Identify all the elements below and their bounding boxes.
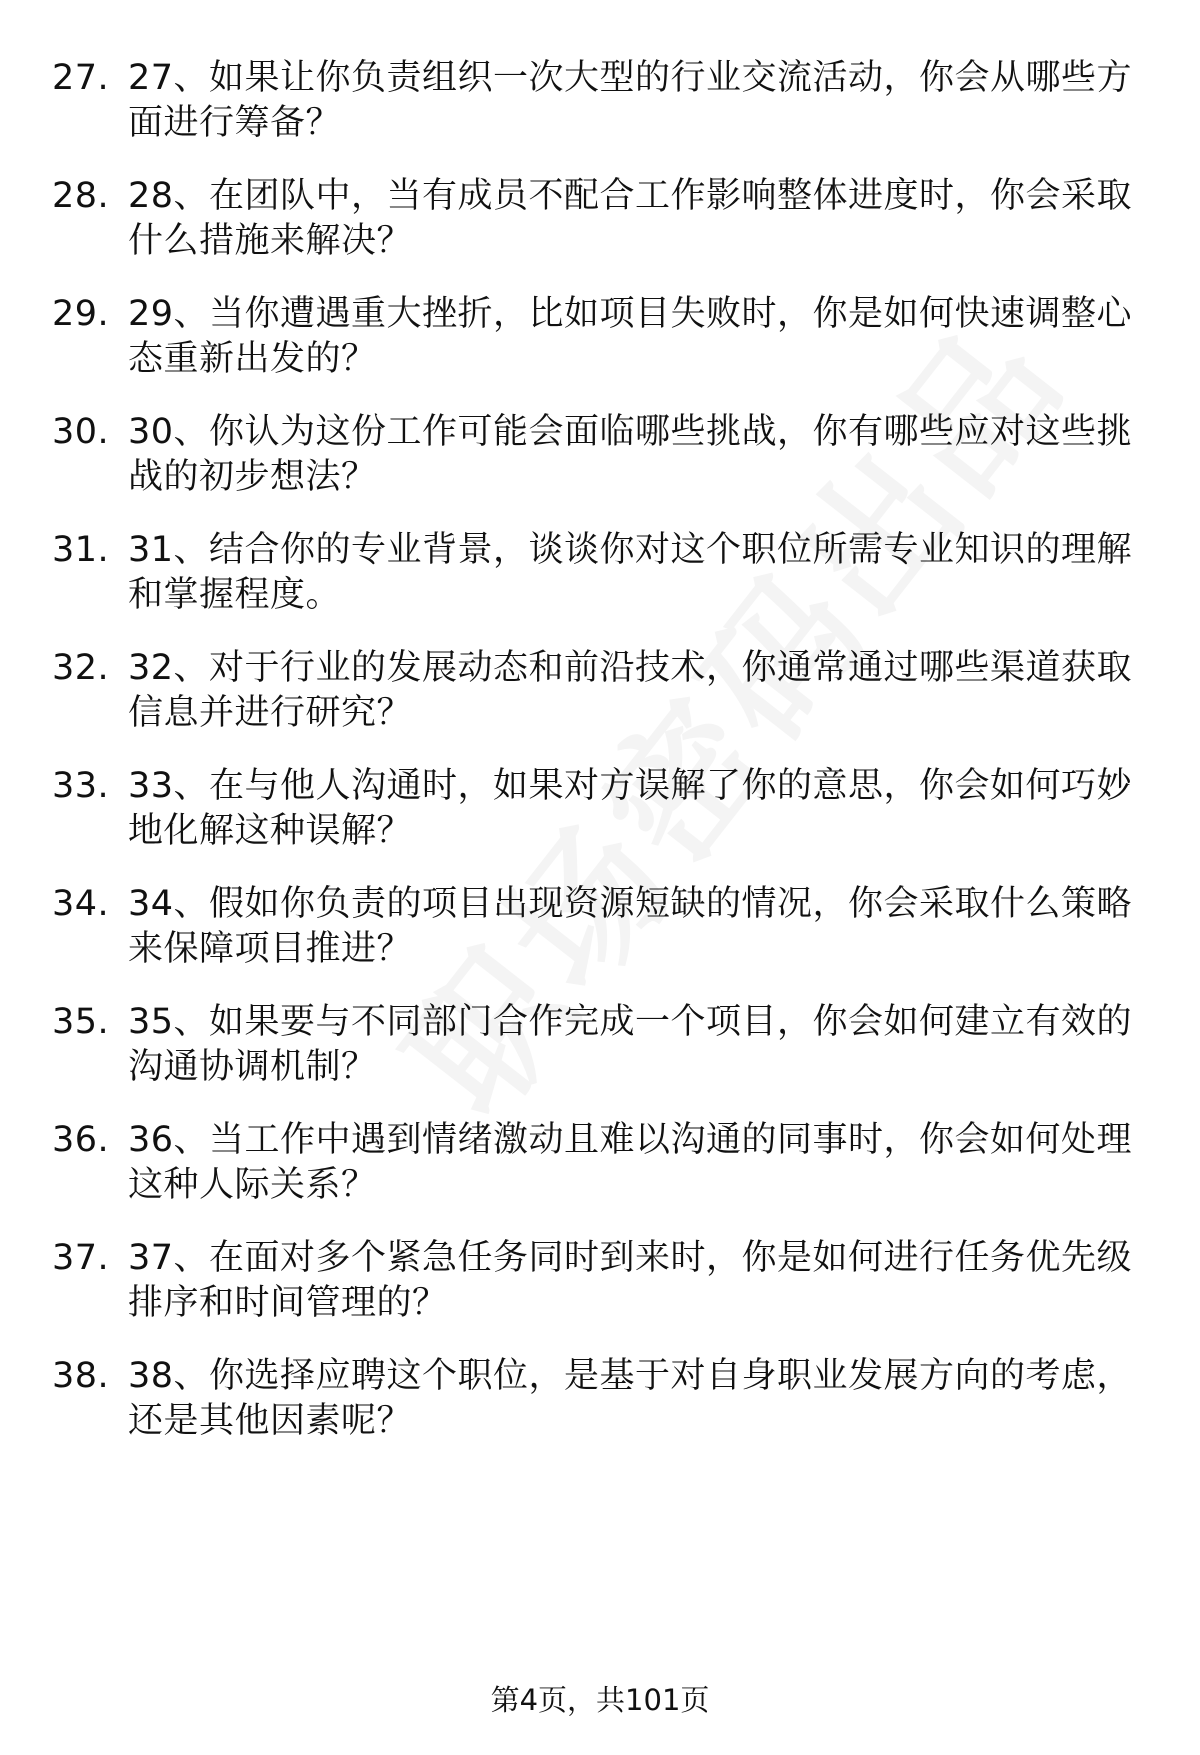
question-text: 38、你选择应聘这个职位，是基于对自身职业发展方向的考虑，还是其他因素呢？ bbox=[128, 1356, 1133, 1441]
question-text: 32、对于行业的发展动态和前沿技术，你通常通过哪些渠道获取信息并进行研究？ bbox=[128, 648, 1133, 733]
question-number: 28. bbox=[52, 176, 110, 216]
question-text: 34、假如你负责的项目出现资源短缺的情况，你会采取什么策略来保障项目推进？ bbox=[128, 884, 1133, 969]
question-text: 35、如果要与不同部门合作完成一个项目，你会如何建立有效的沟通协调机制？ bbox=[128, 1002, 1133, 1087]
question-text: 30、你认为这份工作可能会面临哪些挑战，你有哪些应对这些挑战的初步想法？ bbox=[128, 412, 1133, 497]
question-text: 37、在面对多个紧急任务同时到来时，你是如何进行任务优先级排序和时间管理的？ bbox=[128, 1238, 1133, 1323]
question-number: 33. bbox=[52, 766, 110, 806]
question-text: 31、结合你的专业背景，谈谈你对这个职位所需专业知识的理解和掌握程度。 bbox=[128, 530, 1133, 615]
question-text: 33、在与他人沟通时，如果对方误解了你的意思，你会如何巧妙地化解这种误解？ bbox=[128, 766, 1133, 851]
question-text: 29、当你遭遇重大挫折，比如项目失败时，你是如何快速调整心态重新出发的？ bbox=[128, 294, 1133, 379]
question-number: 29. bbox=[52, 294, 110, 334]
question-number: 36. bbox=[52, 1120, 110, 1160]
question-text: 28、在团队中，当有成员不配合工作影响整体进度时，你会采取什么措施来解决？ bbox=[128, 176, 1133, 261]
question-text: 27、如果让你负责组织一次大型的行业交流活动，你会从哪些方面进行筹备？ bbox=[128, 58, 1133, 143]
question-number: 35. bbox=[52, 1002, 110, 1042]
question-number: 37. bbox=[52, 1238, 110, 1278]
question-number: 31. bbox=[52, 530, 110, 570]
question-number: 38. bbox=[52, 1356, 110, 1396]
question-number: 27. bbox=[52, 58, 110, 98]
question-number: 32. bbox=[52, 648, 110, 688]
question-number: 30. bbox=[52, 412, 110, 452]
page-footer: 第4页，共101页 bbox=[490, 1683, 710, 1717]
question-number: 34. bbox=[52, 884, 110, 924]
question-text: 36、当工作中遇到情绪激动且难以沟通的同事时，你会如何处理这种人际关系？ bbox=[128, 1120, 1133, 1205]
